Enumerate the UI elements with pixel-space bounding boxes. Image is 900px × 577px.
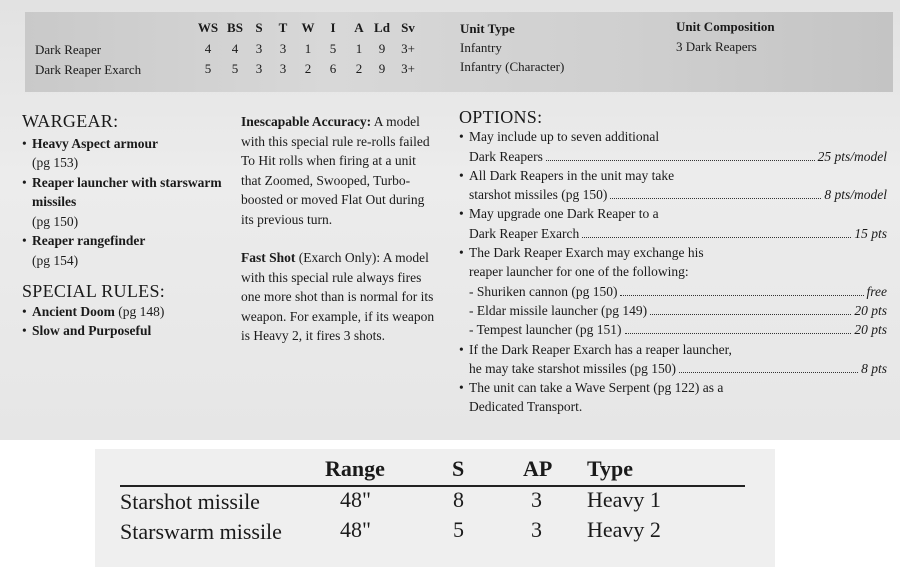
rule-title: Inescapable Accuracy:: [241, 114, 372, 129]
weapon-header-strength: S: [452, 456, 465, 481]
stat-value: 3+: [401, 61, 415, 76]
stat-header: Sv: [401, 20, 415, 35]
weapon-strength: 8: [453, 487, 464, 512]
dot-leader: [650, 314, 851, 315]
rule-title-suffix: (Exarch Only):: [298, 250, 381, 265]
stat-value: 1: [304, 41, 312, 56]
rule-text: A model with this special rule re-rolls failed To Hit rolls when firing at a unit that Zoomed, Swooped, Turbo-boosted or moved Flat Out during its previous turn.: [241, 114, 430, 227]
wargear-item: [22, 173, 227, 232]
stat-value: 3: [255, 61, 263, 76]
wargear-item-name: Reaper rangefinder: [32, 233, 146, 248]
option-cost: 20 pts: [854, 322, 887, 338]
rule-block: [241, 112, 437, 229]
option-text: reaper launcher for one of the following:: [469, 264, 689, 280]
rule-text: A model with this special rule always fires one more shot than is normal for its weapon. For example, if its weapon is Heavy 2, it fires 3 shots.: [241, 250, 435, 343]
stat-value: 2: [304, 61, 312, 76]
weapon-header-type: Type: [587, 456, 634, 481]
stat-value: 9: [378, 61, 386, 76]
option-cost: 20 pts: [854, 302, 887, 318]
special-rule-ref: (pg 148): [118, 303, 165, 319]
weapon-header-range: Range: [325, 456, 385, 481]
wargear-item-name: Heavy Aspect armour: [32, 135, 158, 151]
stat-value: 4: [231, 41, 239, 56]
option-text: - Tempest launcher (pg 151): [469, 322, 622, 338]
rule-block: [241, 248, 437, 346]
weapon-header-ap: AP: [523, 456, 553, 481]
option-item: [459, 204, 889, 243]
dot-leader: [582, 237, 851, 238]
stat-header: WS: [197, 20, 219, 35]
rule-title: Fast Shot: [241, 250, 296, 265]
option-cost: free: [866, 283, 887, 299]
dot-leader: [610, 198, 821, 199]
option-cost: 8 pts/model: [824, 187, 887, 203]
option-text: - Eldar missile launcher (pg 149): [469, 302, 648, 318]
unit-type-header: Unit Type: [460, 21, 515, 36]
stat-value: 9: [378, 41, 386, 56]
stat-value: 2: [355, 61, 363, 76]
dot-leader: [679, 372, 858, 373]
stat-value: 1: [355, 41, 363, 56]
special-rule-item: [22, 321, 227, 341]
wargear-item: [22, 134, 227, 173]
stat-header: BS: [227, 20, 243, 35]
stat-value: 3: [255, 41, 263, 56]
unit-type-value: Infantry: [460, 40, 502, 55]
weapon-ap: 3: [531, 517, 542, 542]
special-rule-name: Ancient Doom: [32, 303, 115, 319]
stat-value: 4: [204, 41, 212, 56]
weapon-table: [95, 449, 775, 567]
option-text: All Dark Reapers in the unit may take: [469, 167, 675, 183]
unit-type-value: Infantry (Character): [460, 59, 565, 74]
stat-value: 5: [231, 61, 239, 76]
weapon-type: Heavy 1: [587, 487, 661, 512]
rules-section: [241, 112, 437, 346]
wargear-item-ref: (pg 150): [32, 213, 79, 229]
weapon-strength: 5: [453, 517, 464, 542]
stat-header: T: [278, 20, 288, 35]
option-item: [459, 378, 889, 417]
option-item: [459, 127, 889, 166]
option-text: The Dark Reaper Exarch may exchange his: [469, 245, 704, 261]
option-text: Dark Reapers: [469, 148, 543, 164]
option-item: [459, 340, 889, 379]
options-section: [459, 108, 889, 417]
stat-value: 5: [204, 61, 212, 76]
stat-value: 3: [279, 41, 287, 56]
unit-name: Dark Reaper: [35, 42, 102, 57]
option-text: If the Dark Reaper Exarch has a reaper launcher,: [469, 341, 732, 357]
option-cost: 15 pts: [854, 225, 887, 241]
wargear-title: WARGEAR:: [22, 111, 119, 131]
special-rule-name: Slow and Purposeful: [32, 323, 152, 338]
wargear-item-ref: (pg 153): [32, 155, 79, 170]
option-text: he may take starshot missiles (pg 150): [469, 360, 676, 376]
stat-header: I: [330, 20, 336, 35]
unit-name: Dark Reaper Exarch: [35, 62, 142, 77]
stat-header: S: [255, 20, 263, 35]
option-text: May upgrade one Dark Reaper to a: [469, 206, 659, 222]
stat-header: A: [354, 20, 364, 35]
stat-value: 5: [329, 41, 337, 56]
weapon-ap: 3: [531, 487, 542, 512]
option-text: starshot missiles (pg 150): [469, 187, 608, 203]
weapon-type: Heavy 2: [587, 517, 661, 542]
option-text: - Shuriken cannon (pg 150): [469, 283, 618, 299]
stat-value: 6: [329, 61, 337, 76]
dot-leader: [620, 295, 863, 296]
unit-composition-value: 3 Dark Reapers: [676, 39, 757, 54]
option-text: May include up to seven additional: [469, 129, 660, 145]
option-item: [459, 243, 889, 339]
option-text: Dedicated Transport.: [469, 399, 583, 415]
dot-leader: [546, 160, 815, 161]
option-item: [459, 166, 889, 205]
stat-header: Ld: [374, 20, 390, 35]
special-rule-item: [22, 302, 227, 322]
wargear-item-name: Reaper launcher with starswarm missiles: [32, 174, 222, 209]
special-rules-title: SPECIAL RULES:: [22, 281, 166, 301]
weapon-range: 48": [340, 517, 371, 542]
option-text: The unit can take a Wave Serpent (pg 122) as a: [469, 380, 724, 396]
wargear-section: [22, 112, 227, 341]
option-text: Dark Reaper Exarch: [469, 225, 580, 241]
stat-value: 3: [279, 61, 287, 76]
option-cost: 25 pts/model: [817, 148, 887, 164]
dot-leader: [625, 333, 852, 334]
wargear-item: [22, 231, 227, 270]
option-cost: 8 pts: [861, 360, 887, 376]
wargear-item-ref: (pg 154): [32, 252, 79, 268]
unit-composition-header: Unit Composition: [676, 19, 775, 34]
stat-value: 3+: [401, 41, 415, 56]
weapon-range: 48": [340, 487, 371, 512]
weapon-name: Starshot missile: [120, 489, 260, 514]
weapon-name: Starswarm missile: [120, 519, 282, 544]
stat-header: W: [301, 20, 315, 35]
options-title: OPTIONS:: [459, 107, 543, 127]
